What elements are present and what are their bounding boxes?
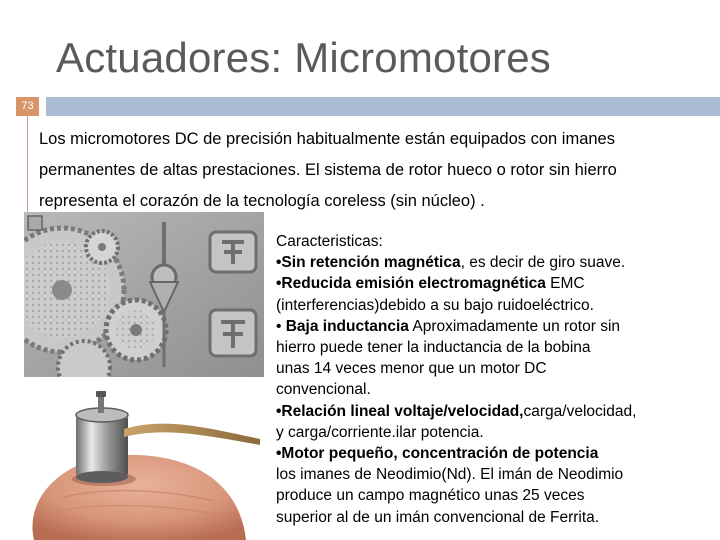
feature-3-line-3: unas 14 veces menor que un motor DC	[276, 360, 547, 378]
intro-line-1: Los micromotores DC de precisión habitualmente están equipados con imanes	[39, 130, 615, 148]
feature-1-title: •Sin retención magnética	[276, 254, 461, 272]
intro-paragraph	[39, 124, 709, 217]
micro-gears-image	[24, 212, 264, 377]
feature-3-title: Baja inductancia	[285, 317, 409, 335]
features-heading: Caracteristicas:	[276, 233, 383, 250]
feature-5	[276, 443, 716, 464]
feature-2-line-2: (interferencias)debido a su bajo ruidoeléctrico.	[276, 296, 594, 314]
feature-4	[276, 401, 716, 422]
feature-1-text: , es decir de giro suave.	[460, 254, 626, 272]
feature-2-text: EMC	[545, 275, 585, 293]
feature-5-line-4: superior al de un imán convencional de Ferrita.	[276, 508, 600, 526]
feature-3-line-4: convencional.	[276, 381, 371, 399]
feature-2-title: •Reducida emisión electromagnética	[276, 275, 546, 293]
feature-3-bullet: •	[276, 317, 286, 335]
intro-line-2: permanentes de altas prestaciones. El sistema de rotor hueco o rotor sin hierro	[39, 161, 617, 179]
feature-2	[276, 273, 716, 294]
feature-4-text: carga/velocidad,	[523, 402, 637, 420]
feature-5-line-3: produce un campo magnético unas 25 veces	[276, 487, 585, 505]
micromotor-on-fingertip-image	[24, 377, 264, 540]
feature-5-line-2: los imanes de Neodimio(Nd). El imán de Neodimio	[276, 466, 624, 484]
feature-1	[276, 252, 716, 273]
feature-3-line-2: hierro puede tener la inductancia de la bobina	[276, 339, 591, 357]
header-accent-bar	[46, 97, 720, 116]
intro-line-3: representa el corazón de la tecnología coreless (sin núcleo) .	[39, 192, 485, 210]
feature-3-text: Aproximadamente un rotor sin	[408, 317, 621, 335]
features-list	[276, 231, 716, 528]
slide-title: Actuadores: Micromotores	[56, 34, 551, 81]
slide-number: 73	[16, 97, 39, 116]
feature-5-title: •Motor pequeño, concentración de potencia	[276, 445, 599, 463]
feature-4-line-2: y carga/corriente.ilar potencia.	[276, 423, 484, 441]
feature-3	[276, 316, 716, 337]
feature-4-title: •Relación lineal voltaje/velocidad,	[276, 402, 524, 420]
